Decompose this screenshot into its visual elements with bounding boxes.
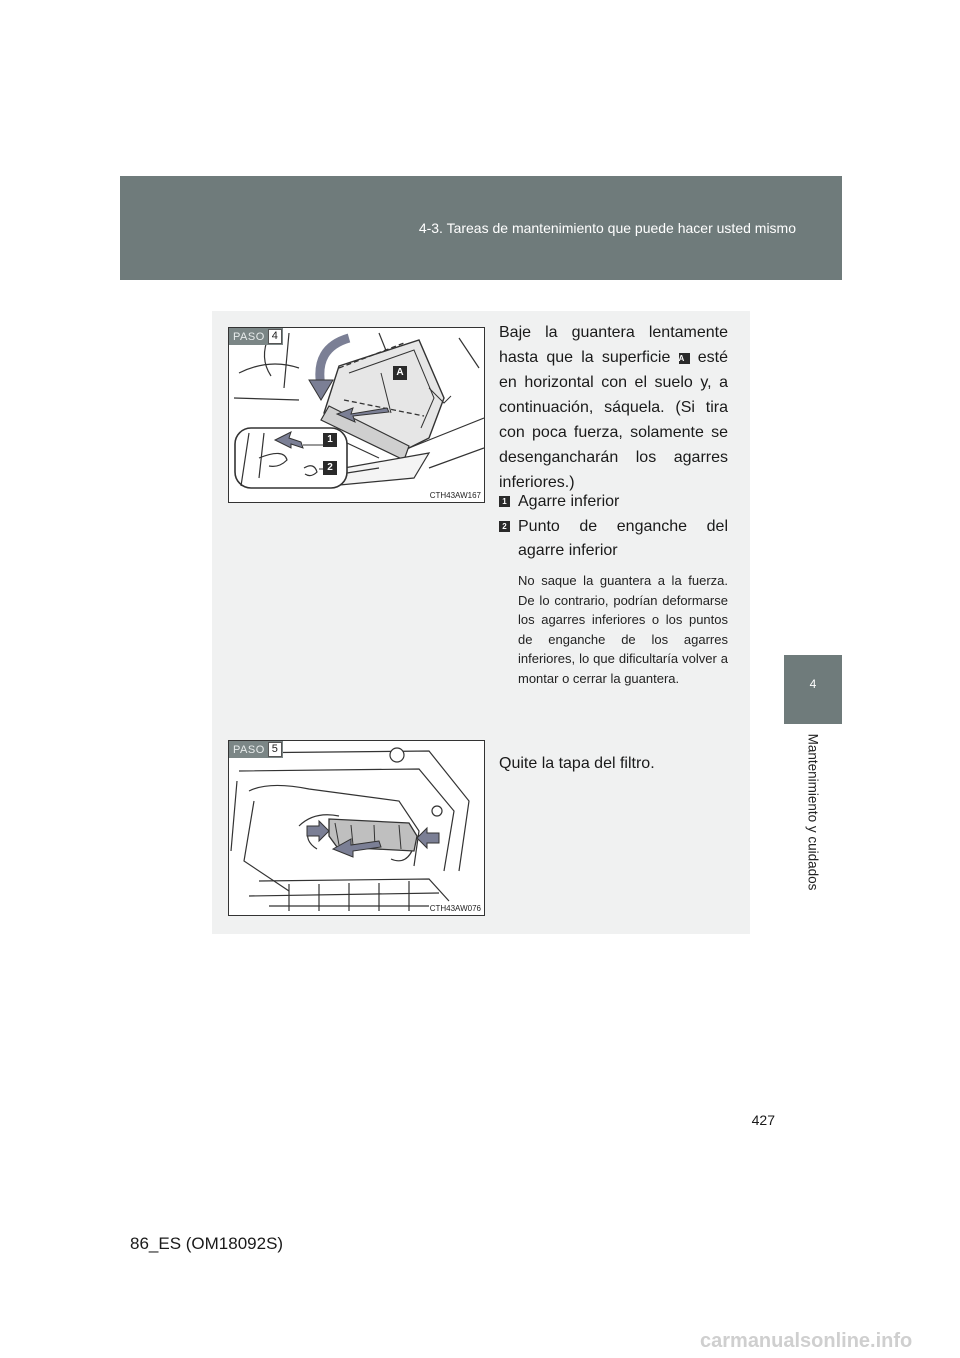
step4-text-before: Baje la guantera lentamente hasta que la superficie [499, 324, 728, 366]
item-text: Agarre inferior [518, 493, 620, 510]
callout-2: 2 [323, 461, 337, 475]
item-text: Punto de enganche del agarre inferior [518, 518, 728, 559]
step4-figure [228, 327, 485, 503]
item-marker: 1 [499, 496, 510, 507]
step4-instruction [499, 320, 728, 495]
chapter-header [120, 176, 842, 280]
callout-1: 1 [323, 433, 337, 447]
step5-badge [229, 741, 283, 758]
glove-box-illustration [229, 328, 484, 502]
step4-figure-code: CTH43AW167 [429, 491, 481, 500]
step5-figure-code: CTH43AW076 [429, 904, 481, 913]
list-item [499, 490, 728, 514]
chapter-side-strip [784, 724, 842, 900]
watermark: carmanualsonline.info [700, 1330, 913, 1352]
chapter-number: 4 [809, 677, 817, 691]
document-code: 86_ES (OM18092S) [130, 1234, 284, 1253]
step4-badge [229, 328, 283, 345]
step4-badge-number: 4 [268, 329, 282, 344]
caution-note: No saque la guantera a la fuerza. De lo contrario, podrían deformarse los agarres inferiores o los puntos de enganche de los agarres inferiores, lo que dificultaría volver a montar o cerrar la guantera. [518, 573, 728, 686]
step5-badge-number: 5 [268, 742, 282, 757]
step4-text-after: esté en horizontal con el suelo y, a continuación, sáquela. (Si tira con poca fuerza, solamente se desengancharán los agarres inferiores.) [499, 349, 728, 491]
item-marker: 2 [499, 521, 510, 532]
step5-instruction: Quite la tapa del filtro. [499, 755, 655, 772]
list-item [499, 515, 728, 563]
filter-cover-illustration [229, 741, 484, 915]
step4-badge-label: PASO [233, 330, 265, 343]
chapter-label: Mantenimiento y cuidados [805, 733, 821, 891]
section-title: 4-3. Tareas de mantenimiento que puede hacer usted mismo [418, 220, 796, 236]
page-number: 427 [751, 1112, 775, 1128]
step5-badge-label: PASO [233, 743, 265, 756]
chapter-tab [784, 655, 842, 724]
step5-figure [228, 740, 485, 916]
surface-a-marker: A [679, 353, 690, 364]
callout-a: A [393, 366, 407, 380]
